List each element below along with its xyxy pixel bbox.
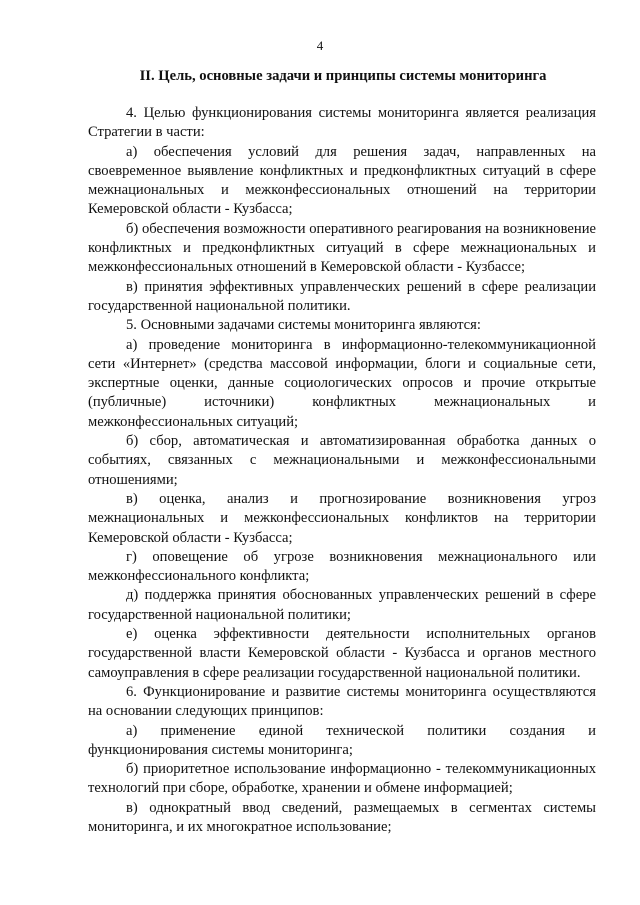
paragraph-4b: б) обеспечения возможности оперативного реагирования на возникновение конфликтных и предконфликтных ситуаций в сфере межнациональных и межконфессиональных отношений в Кемеровской области - Кузбассе;: [88, 220, 596, 276]
paragraph-5a: а) проведение мониторинга в информационно-телекоммуникационной сети «Интернет» (средства массовой информации, блоги и социальные сети, экспертные оценки, данные социологических опросов и прочие открытые (публичные) источники) конфликтных межнациональных и межконфессиональных ситуаций;: [88, 336, 596, 430]
section-title: II. Цель, основные задачи и принципы системы мониторинга: [139, 68, 547, 84]
paragraph-6-principles: 6. Функционирование и развитие системы мониторинга осуществляются на основании следующих принципов:: [88, 683, 596, 720]
paragraph-6a: а) применение единой технической политики создания и функционирования системы мониторинга;: [88, 722, 596, 758]
paragraph-4v: в) принятия эффективных управленческих решений в сфере реализации государственной национальной политики.: [88, 278, 596, 314]
paragraph-4a: а) обеспечения условий для решения задач, направленных на своевременное выявление конфликтных и предконфликтных ситуаций в сфере межнациональных и межконфессиональных отношений на территории Кемеровской области - Кузбасса;: [88, 143, 596, 218]
page-number: 4: [316, 38, 324, 53]
paragraph-5d: д) поддержка принятия обоснованных управленческих решений в сфере государственной национальной политики;: [88, 587, 596, 623]
document-body: [88, 104, 596, 837]
paragraph-5-tasks: 5. Основными задачами системы мониторинга являются:: [126, 317, 481, 334]
paragraph-5g: г) оповещение об угрозе возникновения межнационального или межконфессионального конфликта;: [88, 548, 596, 585]
paragraph-6v: в) однократный ввод сведений, размещаемых в сегментах системы мониторинга, и их многократное использование;: [88, 799, 596, 835]
paragraph-4-goal: 4. Целью функционирования системы мониторинга является реализация Стратегии в части:: [88, 105, 596, 141]
paragraph-6b: б) приоритетное использование информационно - телекоммуникационных технологий при сборе, обработке, хранении и обмене информацией;: [88, 761, 596, 797]
paragraph-5e: е) оценка эффективности деятельности исполнительных органов государственной власти Кемеровской области - Кузбасса и органов местного самоуправления в сфере реализации государственной национальной политики.: [88, 626, 596, 681]
paragraph-5v: в) оценка, анализ и прогнозирование возникновения угроз межнациональных и межконфессиональных конфликтов на территории Кемеровской области - Кузбасса;: [88, 490, 596, 546]
paragraph-5b: б) сбор, автоматическая и автоматизированная обработка данных о событиях, связанных с межнациональными и межконфессиональными отношениями;: [88, 433, 596, 488]
